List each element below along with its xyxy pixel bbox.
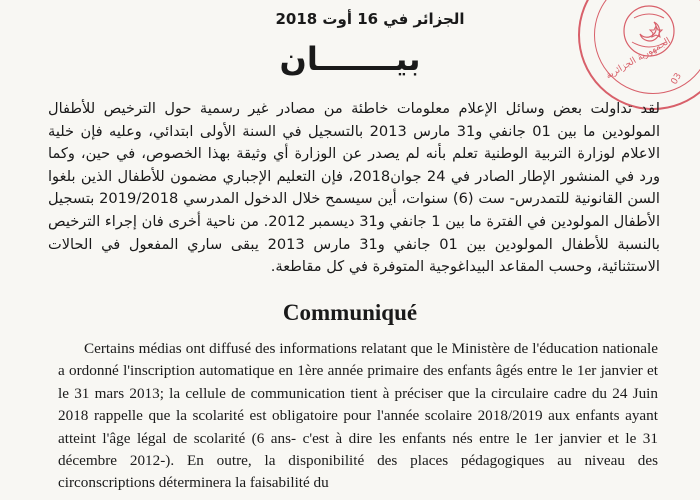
arabic-body: لقد تداولت بعض وسائل الإعلام معلومات خاطئة من مصادر غير رسمية حول الترخيص للأطفال المولودين ما بين 01 جانفي و31 مارس 2013 بالتسجيل في السنة الأولى ابتدائي، وعليه فإن خلية الاعلام لوزارة التربية الوطنية تعلم بأنه لم يصدر عن الوزارة أي وثيقة بهذا الخصوص، في حين، وكما ورد في المنشور الإطار الصادر في 24 جوان2018، فإن التعليم الإجباري مضمون للأطفال الذين بلغوا السن القانونية للتمدرس- ست (6) سنوات، أين سيسمح خلال الدخول المدرسي 2019/2018 بتسجيل الأطفال المولودين في الفترة ما بين 1 جانفي و31 ديسمبر 2012. من ناحية أخرى فان إجراء الترخيص بالنسبة للأطفال المولودين بين 01 جانفي و31 مارس 2013 يبقى ساري المفعول في الحالات الاستثنائية، وحسب المقاعد البيداغوجية المتوفرة في كل مقاطعة.: [48, 100, 661, 276]
french-body: Certains médias ont diffusé des informations relatant que le Ministère de l'éducation nationale a ordonné l'inscription automatique en 1ère année primaire des enfants âgés entre le 1er janvier et le 31 mars 2013; la cellule de communication tient à préciser que la circulaire cadre du 24 Juin 2018 rappelle que la scolarité est obligatoire pour l'année scolaire 2018/2019 aux enfants ayant atteint l'âge légal de scolarité (6 ans- c'est à dire les enfants nés entre le 1er janvier et le 31 décembre 2012-). En outre, la disponibilité des places pédagogiques au niveau des circonscriptions déterminera la faisabilité du: [58, 340, 658, 492]
stamp-text: الجمهورية الجزائرية: [604, 36, 673, 82]
document-date: الجزائر في 16 أوت 2018: [275, 10, 465, 28]
stamp-number: 03: [669, 71, 684, 87]
arabic-title: بيـــــــان: [279, 40, 421, 78]
french-title: Communiqué: [282, 300, 418, 325]
